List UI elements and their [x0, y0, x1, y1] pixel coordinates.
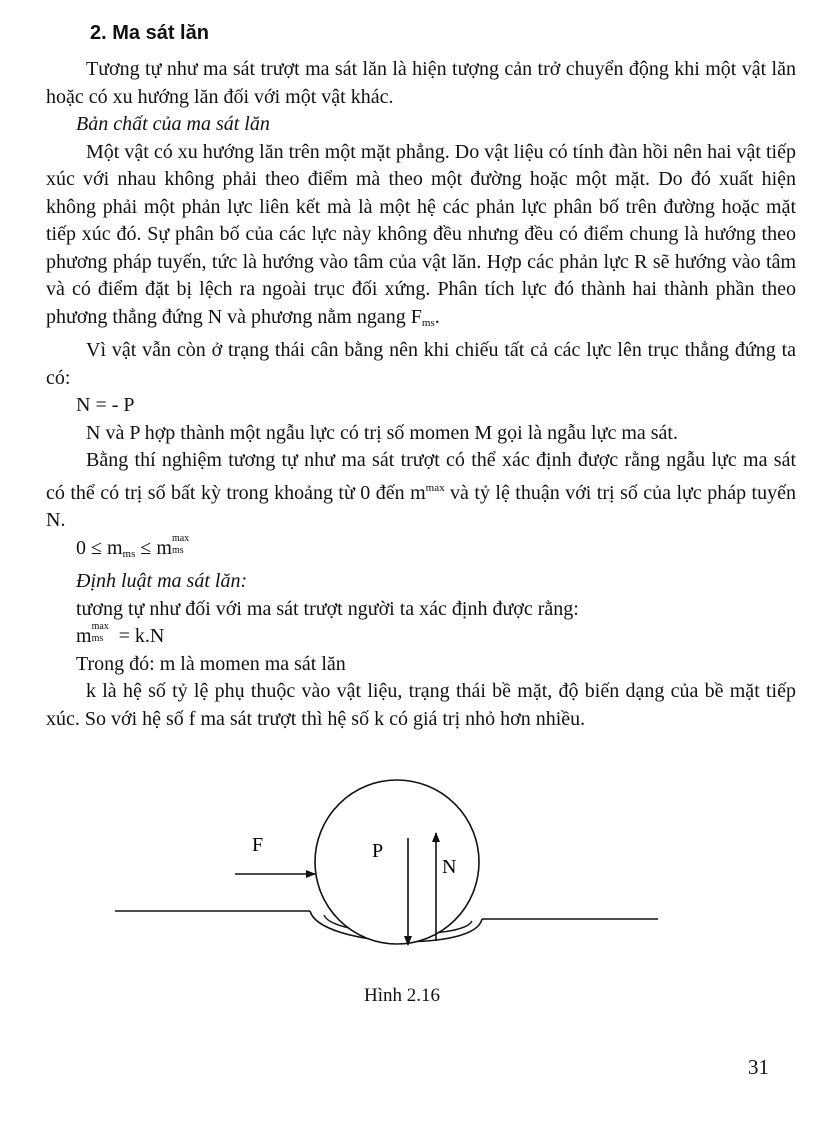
paragraph-intro: Tương tự như ma sát trượt ma sát lăn là hiện tượng cản trở chuyển động khi một vật lăn hoặc có xu hướng lăn đối với một vật khác. — [46, 58, 796, 108]
paragraph-where: Trong đó: m là momen ma sát lăn — [76, 652, 346, 675]
inequality-sup2: max — [171, 532, 190, 544]
max-superscript: max — [425, 481, 445, 494]
inequality — [46, 532, 796, 569]
law-supsub — [91, 621, 114, 644]
paragraph-experiment-text: Bằng thí nghiệm tương tự như ma sát trượt có thể xác định được rằng ngẫu lực ma sát có thể có trị số bất kỳ trong khoảng từ 0 đến m — [46, 449, 796, 504]
inequality-supsub — [171, 532, 194, 556]
paragraph-equilibrium: Vì vật vẫn còn ở trạng thái cân bằng nên khi chiếu tất cả các lực lên trục thẳng đứng ta có: — [46, 339, 796, 389]
law-sub: ms — [91, 633, 104, 644]
label-p: P — [372, 840, 384, 862]
figure-caption: Hình 2.16 — [364, 985, 440, 1006]
paragraph-nature-text: Một vật có xu hướng lăn trên một mặt phẳng. Do vật liệu có tính đàn hồi nên hai vật tiếp xúc với nhau không phải theo điểm mà theo một đường hoặc một mặt. Do đó xuất hiện không phải một phản lực liên kết mà là một hệ các phản lực phân bố trên đường hoặc mặt tiếp xúc đó. Sự phân bố của các lực này không đều nhưng đều có điểm chung là hướng theo phương pháp tuyến, tức là hướng vào tâm của vật lăn. Hợp các phản lực R sẽ hướng vào tâm và có điểm đặt bị lệch ra ngoài trục đối xứng. Phân tích lực đó thành hai thành phần theo phương thẳng đứng N và phương nằm ngang F — [46, 140, 796, 328]
law-sup: max — [91, 621, 109, 632]
page-number: 31 — [748, 1055, 769, 1079]
rolling-friction-figure — [110, 775, 670, 965]
paragraph-nature-end: . — [434, 305, 440, 328]
paragraph-law-intro: tương tự như đối với ma sát trượt người ta xác định được rằng: — [76, 597, 579, 620]
inequality-sub1: ms — [122, 547, 136, 560]
law-m: m — [76, 625, 92, 647]
inequality-sub2: ms — [171, 544, 184, 556]
law-equation — [46, 623, 796, 651]
paragraph-experiment-end: và tỷ lệ thuận với trị số của lực pháp tuyến N. — [46, 481, 796, 531]
equation-n-p: N = - P — [76, 394, 135, 416]
section-heading: 2. Ma sát lăn — [90, 22, 209, 44]
inequality-left: 0 ≤ m — [76, 536, 123, 559]
inequality-mid: ≤ m — [135, 536, 172, 559]
subheading-law: Định luật ma sát lăn: — [76, 570, 248, 592]
fms-subscript: ms — [421, 316, 435, 329]
body-text — [46, 56, 796, 733]
label-n: N — [442, 856, 457, 878]
label-f: F — [252, 834, 264, 856]
paragraph-experiment — [46, 447, 796, 535]
paragraph-nature — [46, 139, 796, 338]
subheading-nature: Bản chất của ma sát lăn — [76, 113, 270, 135]
paragraph-coefficient: k là hệ số tỷ lệ phụ thuộc vào vật liệu, trạng thái bề mặt, độ biến dạng của bề mặt tiếp xúc. So với hệ số f ma sát trượt thì hệ số k có giá trị nhỏ hơn nhiều. — [46, 680, 796, 730]
paragraph-couple: N và P hợp thành một ngẫu lực có trị số momen M gọi là ngẫu lực ma sát. — [86, 421, 678, 444]
law-rhs: = k.N — [113, 625, 165, 647]
